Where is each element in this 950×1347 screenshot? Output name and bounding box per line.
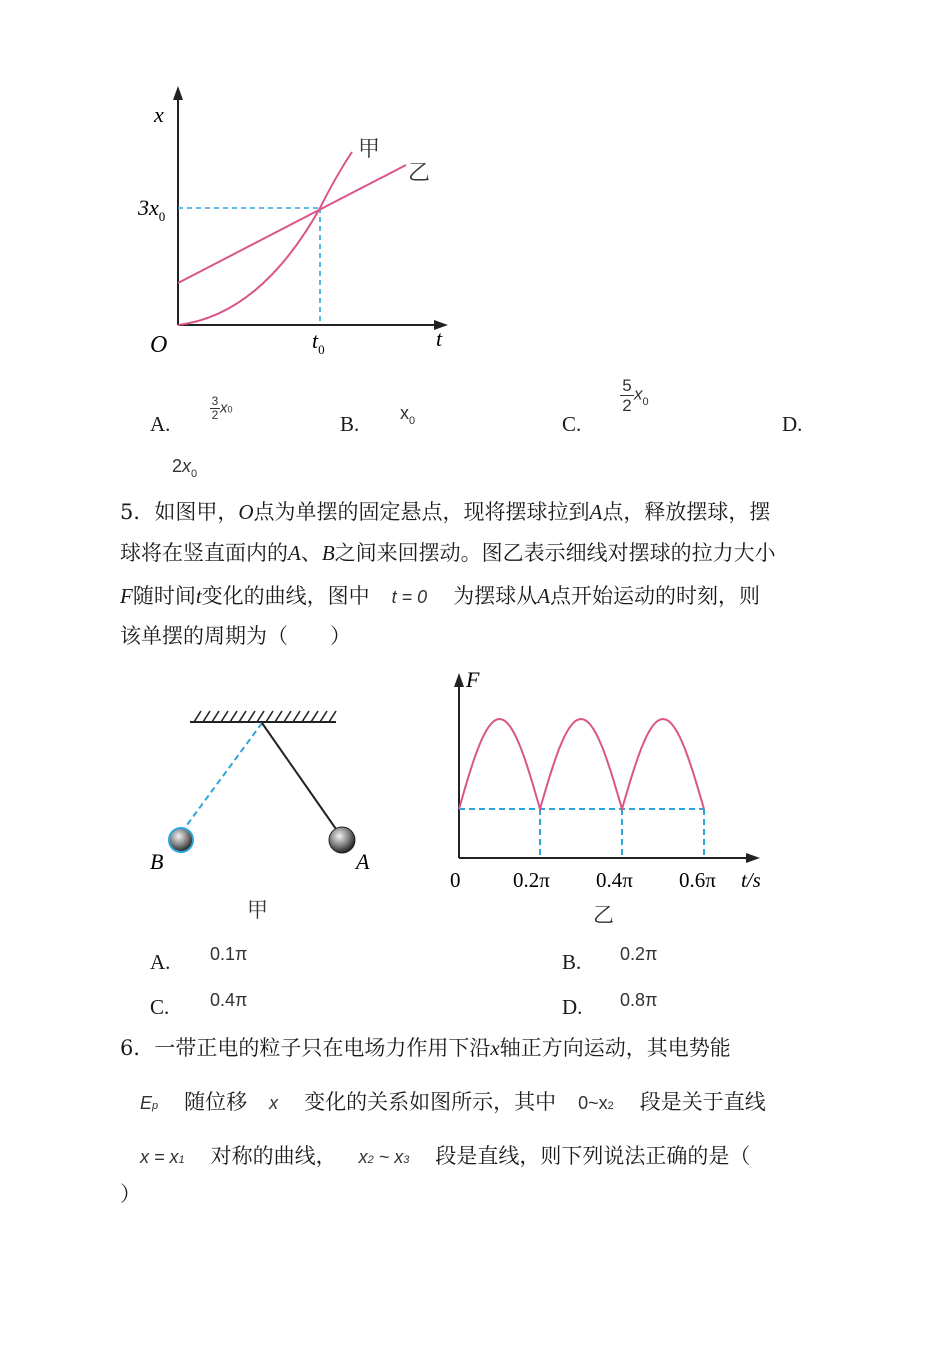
force-curve xyxy=(459,719,704,809)
label-a: A xyxy=(356,849,370,874)
caption-jia: 甲 xyxy=(247,898,268,922)
q5-option-c-value: 0.4π xyxy=(210,990,248,1010)
origin-label: O xyxy=(150,332,168,358)
q4-option-a-label[interactable]: A. xyxy=(150,412,171,436)
q6-line-4: ） xyxy=(120,1182,141,1206)
hatch-mark xyxy=(203,711,210,722)
hatch-mark xyxy=(284,711,291,722)
force-time-graph xyxy=(438,665,778,930)
hatch-mark xyxy=(329,711,336,722)
q5-line-4: 该单摆的周期为（ ） xyxy=(120,624,351,648)
q4-option-c-value: $\frac{5}{2}$ $x_0$ xyxy=(620,376,649,415)
caption-yi: 乙 xyxy=(593,903,614,927)
q6-line-1: 6．一带正电的粒子只在电场力作用下沿x轴正方向运动，其电势能 xyxy=(120,1036,731,1060)
hatch-mark xyxy=(239,711,246,722)
string-to-b xyxy=(184,723,262,829)
hatch-mark xyxy=(266,711,273,722)
q5-option-a-value: 0.1π xyxy=(210,944,248,964)
hatch-mark xyxy=(248,711,255,722)
ceiling-hatch xyxy=(194,711,336,722)
hatch-mark xyxy=(293,711,300,722)
axis-x-label: x xyxy=(154,102,164,127)
q4-option-b-label[interactable]: B. xyxy=(340,412,360,436)
axis-t-label: t/s xyxy=(741,868,761,892)
q6-line-2: Ep 随位移 x 变化的关系如图所示，其中 0~x2 段是关于直线 xyxy=(140,1090,766,1114)
q5-option-d-value: 0.8π xyxy=(620,990,658,1010)
hatch-mark xyxy=(230,711,237,722)
ball-b xyxy=(169,828,193,852)
line-yi xyxy=(178,165,406,283)
axis-f-label: F xyxy=(466,667,480,692)
x-t-graph xyxy=(130,80,470,370)
q5-line-3: F随时间t变化的曲线，图中 t = 0 为摆球从A点开始运动的时刻，则 xyxy=(120,584,761,608)
axis-t-label: t xyxy=(436,326,443,351)
q4-option-d-label[interactable]: D. xyxy=(782,412,803,436)
q5-option-c-label[interactable]: C. xyxy=(150,995,170,1019)
string-to-a xyxy=(262,723,336,829)
hatch-mark xyxy=(221,711,228,722)
t-axis-arrow xyxy=(746,853,760,863)
pendulum-figure xyxy=(140,695,390,925)
x-axis-arrow xyxy=(173,86,183,100)
curve-jia-label: 甲 xyxy=(358,136,381,161)
tick-06pi: 0.6π xyxy=(679,868,716,892)
q4-option-b-value: $x_0$ xyxy=(400,403,416,427)
ball-a xyxy=(329,827,355,853)
q5-line-1: 5．如图甲，O点为单摆的固定悬点，现将摆球拉到A点，释放摆球，摆 xyxy=(120,500,771,524)
hatch-mark xyxy=(257,711,264,722)
hatch-mark xyxy=(212,711,219,722)
hatch-mark xyxy=(302,711,309,722)
tick-0: 0 xyxy=(450,868,461,892)
label-b: B xyxy=(150,849,164,874)
q4-option-c-label[interactable]: C. xyxy=(562,412,582,436)
hatch-mark xyxy=(194,711,201,722)
q5-option-d-label[interactable]: D. xyxy=(562,995,583,1019)
q4-option-a-value: $\frac{3}{2}$ x0 xyxy=(211,394,233,422)
hatch-mark xyxy=(311,711,318,722)
f-axis-arrow xyxy=(454,673,464,687)
curve-yi-label: 乙 xyxy=(408,160,431,185)
q4-option-d-value: $2x_0$ xyxy=(172,456,198,480)
tick-04pi: 0.4π xyxy=(596,868,633,892)
q5-option-b-label[interactable]: B. xyxy=(562,950,582,974)
hatch-mark xyxy=(275,711,282,722)
q5-option-b-value: 0.2π xyxy=(620,944,658,964)
hatch-mark xyxy=(320,711,327,722)
y-mark-3x0: $3x_0$ xyxy=(138,195,166,224)
q5-option-a-label[interactable]: A. xyxy=(150,950,171,974)
tick-02pi: 0.2π xyxy=(513,868,550,892)
q5-line-2: 球将在竖直面内的A、B之间来回摆动。图乙表示细线对摆球的拉力大小 xyxy=(120,541,776,565)
q6-line-3: x = x1 对称的曲线， x2 ~ x3 段是直线，则下列说法正确的是（ xyxy=(140,1144,751,1168)
t-mark-t0: $t_0$ xyxy=(312,328,325,357)
